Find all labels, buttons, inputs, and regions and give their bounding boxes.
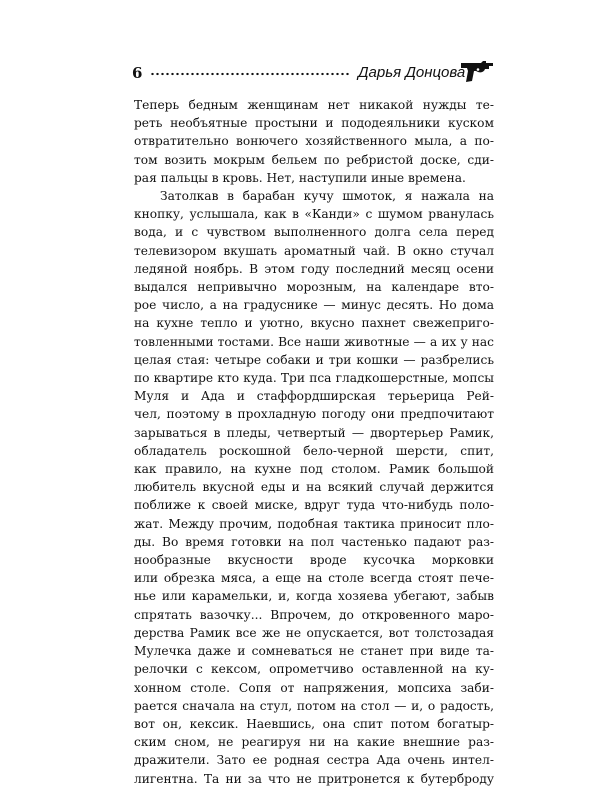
header-dot-leader bbox=[150, 72, 350, 76]
text-line: жат. Между прочим, подобная тактика приносит пло- bbox=[134, 516, 494, 531]
text-line: ды. Во время готовки на пол частенько падают раз- bbox=[134, 534, 494, 549]
running-header-author: Дарья Донцова bbox=[358, 64, 466, 81]
text-line: по квартире кто куда. Три пса гладкошерстные, мопсы bbox=[134, 371, 494, 386]
text-line: Муля и Ада и стаффордширская терьерица Рей- bbox=[134, 389, 494, 404]
text-line: спрятать вазочку... Впрочем, до откровенного маро- bbox=[134, 607, 494, 622]
text-line: рое число, а на градуснике — минус десять. Но дома bbox=[134, 298, 494, 313]
text-line: нье или карамельки, и, когда хозяева убегают, забыв bbox=[134, 589, 494, 604]
text-line: на кухне тепло и уютно, вкусно пахнет свежеприго- bbox=[134, 316, 494, 331]
text-line: кнопку, услышала, как в «Канди» с шумом рванулась bbox=[134, 207, 494, 222]
text-line: Теперь бедным женщинам нет никакой нужды те- bbox=[134, 98, 494, 112]
revolver-icon bbox=[459, 60, 495, 84]
text-line: обладатель роскошной бело-черной шерсти, спит, bbox=[134, 443, 494, 458]
text-line: том возить мокрым бельем по ребристой доске, сди- bbox=[134, 152, 494, 167]
text-line: рается сначала на стул, потом на стол — и, о радость, bbox=[134, 698, 494, 713]
text-line: дражители. Зато ее родная сестра Ада очень интел- bbox=[134, 753, 494, 768]
text-line: чел, поэтому в прохладную погоду они предпочитают bbox=[134, 407, 494, 422]
text-line: хонном столе. Сопя от напряжения, мопсиха заби- bbox=[134, 680, 494, 695]
text-line: зарываться в пледы, четвертый — двортерьер Рамик, bbox=[134, 425, 494, 440]
text-line: Мулечка даже и сомневаться не станет при виде та- bbox=[134, 644, 494, 659]
text-line: лигентна. Та ни за что не притронется к бутерброду bbox=[134, 771, 494, 786]
paragraph-first-line: Затолкав в барабан кучу шмоток, я нажала на bbox=[160, 189, 494, 204]
text-line: релочки с кексом, опрометчиво оставленной на ку- bbox=[134, 662, 494, 677]
text-line: вот он, кексик. Наевшись, она спит потом богатыр- bbox=[134, 716, 494, 731]
text-line: вода, и с чувством выполненного долга села перед bbox=[134, 225, 494, 240]
text-line: отвратительно вонючего хозяйственного мыла, а по- bbox=[134, 134, 494, 149]
body-text bbox=[134, 96, 494, 788]
text-line: как правило, на кухне под столом. Рамик большой bbox=[134, 462, 494, 477]
text-line: поближе к своей миске, вдруг туда что-нибудь поло- bbox=[134, 498, 494, 513]
text-line: нообразные вкусности вроде кусочка морковки bbox=[134, 553, 494, 568]
text-line: целая стая: четыре собаки и три кошки — разбрелись bbox=[134, 352, 494, 367]
page-number: 6 bbox=[132, 64, 143, 82]
text-line: ледяной ноябрь. В этом году последний месяц осени bbox=[134, 261, 494, 276]
text-line: реть необъятные простыни и пододеяльники куском bbox=[134, 116, 494, 131]
text-line: выдался непривычно морозным, на календаре вто- bbox=[134, 280, 494, 295]
text-line: ским сном, не реагируя ни на какие внешние раз- bbox=[134, 735, 494, 750]
paragraph-last-line: рая пальцы в кровь. Нет, наступили иные времена. bbox=[134, 170, 466, 185]
text-line: телевизором вкушать ароматный чай. В окно стучал bbox=[134, 243, 494, 258]
text-line: товленными тостами. Все наши животные — а их у нас bbox=[134, 334, 494, 349]
text-line: любитель вкусной еды и на всякий случай держится bbox=[134, 480, 494, 495]
text-line: дерства Рамик все же не опускается, вот толстозадая bbox=[134, 625, 494, 640]
text-line: или обрезка мяса, а еще на столе всегда стоят пече- bbox=[134, 571, 494, 586]
